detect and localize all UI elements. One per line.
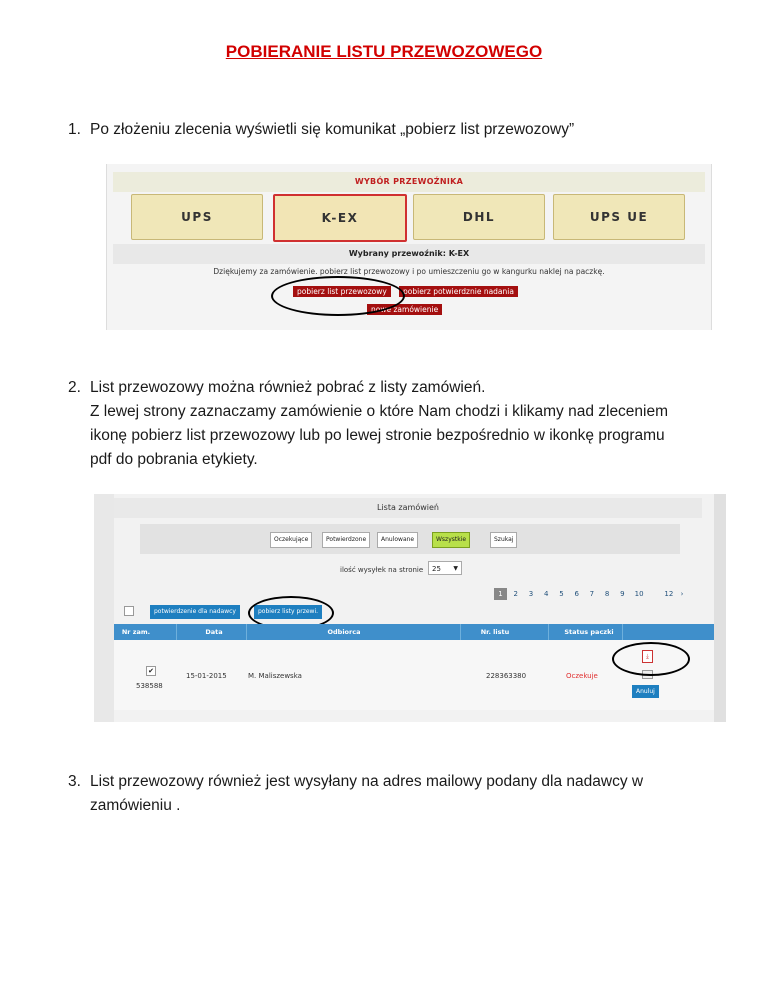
left-gutter: [94, 494, 114, 722]
column-divider: [460, 624, 461, 640]
carrier-ups-ue-button[interactable]: UPS UE: [553, 194, 685, 240]
carrier-ups-button[interactable]: UPS: [131, 194, 263, 240]
page-link[interactable]: 5: [559, 590, 564, 598]
step-text: Po złożeniu zlecenia wyświetli się komunikat „pobierz list przewozowy”: [90, 121, 575, 138]
filter-confirmed-button[interactable]: Potwierdzone: [322, 532, 370, 548]
page-link[interactable]: 8: [604, 590, 610, 598]
step-text: pdf do pobrania etykiety.: [90, 451, 258, 468]
step-text: List przewozowy również jest wysyłany na adres mailowy podany dla nadawcy w: [90, 773, 644, 790]
page-link[interactable]: 7: [589, 590, 595, 598]
step-number: 2.: [68, 379, 81, 396]
page-link[interactable]: 3: [528, 590, 534, 598]
document-title: POBIERANIE LISTU PRZEWOZOWEGO: [225, 42, 543, 61]
next-page-icon[interactable]: ›: [680, 590, 684, 598]
column-header[interactable]: Data: [205, 628, 223, 636]
selected-carrier-label: Wybrany przewoźnik: K-EX: [113, 244, 705, 264]
page-link[interactable]: 10: [634, 590, 644, 598]
column-header[interactable]: Nr zam.: [121, 628, 151, 636]
step-number: 3.: [68, 773, 81, 790]
step-text: Z lewej strony zaznaczamy zamówienie o które Nam chodzi i klikamy nad zleceniem: [90, 403, 669, 420]
page-link[interactable]: 6: [574, 590, 579, 598]
cancel-button[interactable]: Anuluj: [632, 685, 659, 698]
column-divider: [548, 624, 549, 640]
per-page-value: 25: [432, 565, 441, 573]
pdf-icon[interactable]: ⤓: [642, 650, 653, 663]
highlight-circle: [612, 642, 690, 676]
page-link[interactable]: 1: [494, 588, 507, 600]
column-divider: [246, 624, 247, 640]
step-text: ikonę pobierz list przewozowy lub po lewej stronie bezpośrednio w ikonkę programu: [90, 427, 665, 444]
column-header[interactable]: Nr. listu: [480, 628, 510, 636]
download-waybill-button[interactable]: pobierz list przewozowy: [293, 286, 391, 297]
orders-list-screenshot: [94, 494, 726, 722]
order-date: 15-01-2015: [186, 672, 227, 680]
filter-cancelled-button[interactable]: Anulowane: [377, 532, 418, 548]
carrier-selection-screenshot: [106, 164, 712, 330]
pagination: [494, 588, 689, 600]
sender-confirmation-button[interactable]: potwierdzenie dla nadawcy: [150, 605, 240, 619]
per-page-select[interactable]: [428, 561, 462, 575]
highlight-circle: [271, 276, 405, 316]
page-link[interactable]: 4: [543, 590, 549, 598]
status-badge: Oczekuje: [566, 672, 598, 680]
column-header[interactable]: Odbiorca: [327, 628, 361, 636]
select-all-checkbox[interactable]: [124, 606, 134, 616]
page-link[interactable]: 2: [513, 590, 518, 598]
filter-all-button[interactable]: Wszystkie: [432, 532, 470, 548]
orders-title: Lista zamówień: [114, 498, 702, 518]
waybill-number: 228363380: [486, 672, 527, 680]
carrier-panel-header: WYBÓR PRZEWOŹNIKA: [113, 172, 705, 192]
column-divider: [176, 624, 177, 640]
step-text: zamówieniu .: [90, 797, 181, 814]
step-text: List przewozowy można również pobrać z listy zamówień.: [90, 379, 486, 396]
download-waybills-button[interactable]: pobierz listy przewi.: [254, 605, 322, 619]
filter-pending-button[interactable]: Oczekujące: [270, 532, 312, 548]
carrier-kex-button[interactable]: K-EX: [273, 194, 407, 242]
order-number: 538588: [136, 682, 163, 690]
scrollbar[interactable]: [714, 494, 726, 722]
step-number: 1.: [68, 121, 81, 138]
new-order-button[interactable]: nowe zamówienie: [367, 304, 442, 315]
page-link[interactable]: 12: [664, 590, 674, 598]
recipient-name: M. Maliszewska: [248, 672, 302, 680]
column-header[interactable]: Status paczki: [564, 628, 614, 636]
page-link[interactable]: 9: [620, 590, 625, 598]
thank-you-message: Dziękujemy za zamówienie. pobierz list przewozowy i po umieszczeniu go w kangurku naklej na paczkę.: [213, 267, 605, 276]
search-button[interactable]: Szukaj: [490, 532, 517, 548]
per-page-label: ilość wysyłek na stronie: [340, 566, 424, 574]
chevron-down-icon: ▼: [453, 565, 458, 572]
download-confirmation-button[interactable]: pobierz potwierdznie nadania: [399, 286, 518, 297]
row-checkbox[interactable]: ✔: [146, 666, 156, 676]
carrier-dhl-button[interactable]: DHL: [413, 194, 545, 240]
